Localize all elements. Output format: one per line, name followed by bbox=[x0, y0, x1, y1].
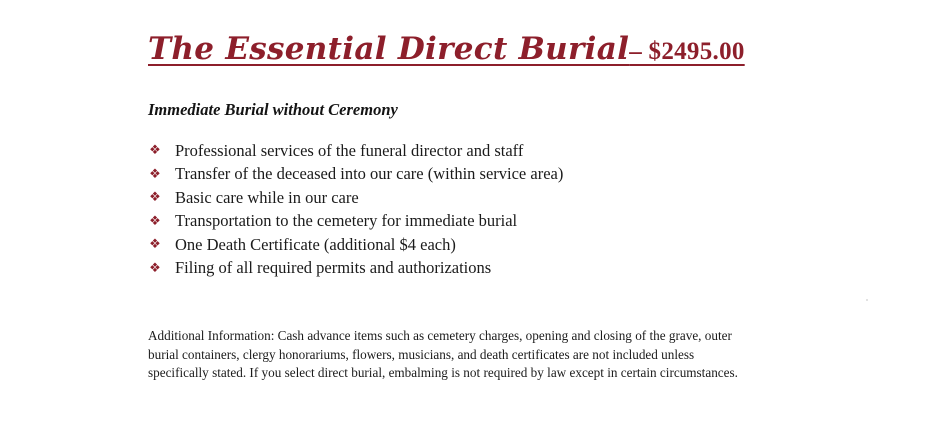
list-item bbox=[148, 139, 563, 163]
list-item-text: Professional services of the funeral director and staff bbox=[175, 140, 524, 160]
list-item bbox=[148, 163, 563, 187]
list-item-text: Basic care while in our care bbox=[175, 187, 359, 207]
package-price: – $2495.00 bbox=[629, 38, 745, 65]
list-item bbox=[148, 186, 563, 210]
additional-info-line: Additional Information: Cash advance items such as cemetery charges, opening and closing of the grave, outer bbox=[148, 328, 732, 343]
package-name: The Essential Direct Burial bbox=[148, 31, 630, 67]
additional-info-line: burial containers, clergy honorariums, flowers, musicians, and death certificates are not included unless bbox=[148, 346, 695, 362]
list-item bbox=[148, 257, 563, 281]
list-item-text: Filing of all required permits and authorizations bbox=[175, 258, 492, 278]
diamond-bullet-icon: ❖ bbox=[149, 166, 161, 182]
list-item bbox=[148, 233, 563, 257]
diamond-bullet-icon: ❖ bbox=[149, 237, 161, 253]
list-item-text: One Death Certificate (additional $4 each) bbox=[175, 234, 456, 254]
list-item-text: Transportation to the cemetery for immediate burial bbox=[175, 211, 518, 231]
list-item bbox=[148, 210, 563, 234]
diamond-bullet-icon: ❖ bbox=[149, 143, 161, 159]
scan-speck bbox=[866, 299, 868, 301]
additional-information bbox=[148, 327, 848, 383]
list-item-text: Transfer of the deceased into our care (within service area) bbox=[175, 164, 564, 184]
additional-info-line: specifically stated. If you select direct burial, embalming is not required by law except in certain circumstances. bbox=[148, 365, 738, 381]
diamond-bullet-icon: ❖ bbox=[149, 213, 161, 229]
package-title bbox=[148, 28, 745, 72]
diamond-bullet-icon: ❖ bbox=[149, 190, 161, 206]
diamond-bullet-icon: ❖ bbox=[149, 260, 161, 276]
included-services-list bbox=[148, 139, 563, 280]
package-subtitle: Immediate Burial without Ceremony bbox=[148, 100, 398, 119]
